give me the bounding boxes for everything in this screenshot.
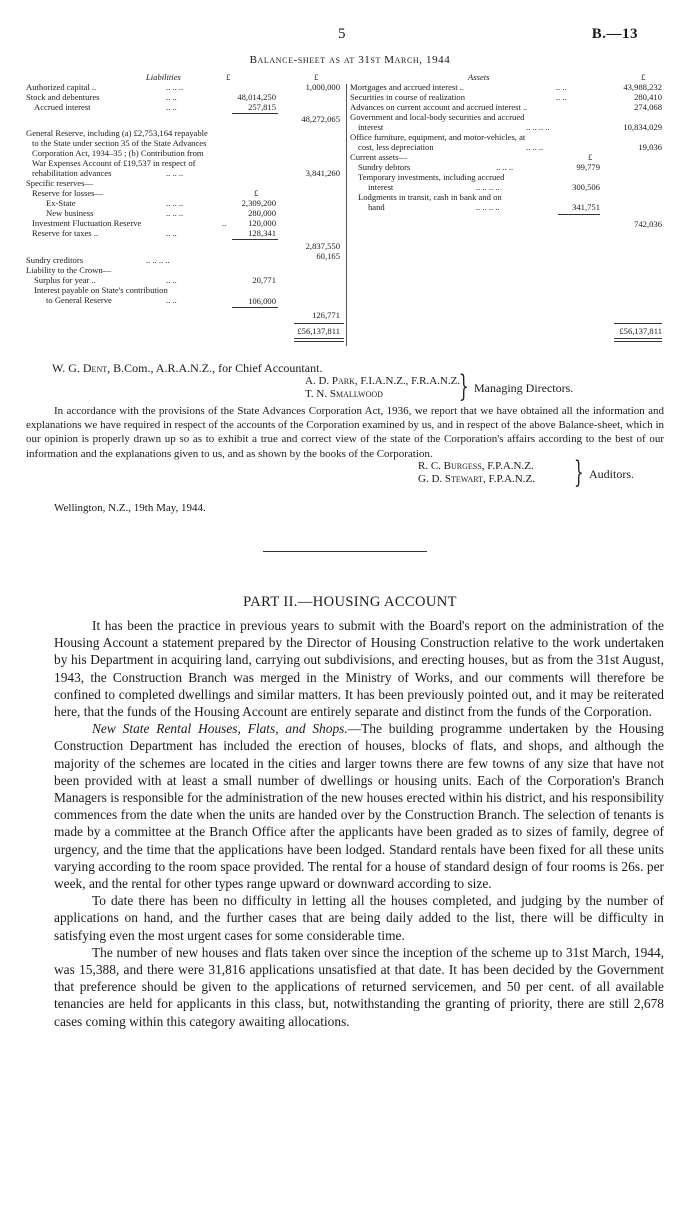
asset-sundry-debtors: Sundry debtors <box>358 162 411 172</box>
liab-crown-total: 126,771 <box>312 310 340 320</box>
asset-lodgments: Lodgments in transit, cash in bank and on <box>358 192 502 202</box>
liab-interest-payable-value: 106,000 <box>248 296 276 306</box>
subtotal-rule <box>558 214 600 215</box>
balance-sheet-title: Balance-sheet as at 31st March, 1944 <box>249 54 451 66</box>
pound-sign: £ <box>641 72 646 82</box>
md1-title: , F.I.A.N.Z., F.R.A.N.Z. <box>354 375 461 387</box>
leader-dots: .. .. .. <box>496 162 514 172</box>
liab-general-reserve-line: War Expenses Account of £19,537 in respect of <box>32 158 196 168</box>
auditor-2 <box>418 473 535 486</box>
liab-grand-total: £56,137,811 <box>297 326 340 336</box>
liab-ex-state-value: 2,309,200 <box>241 198 276 208</box>
asset-mortgages-value: 43,988,232 <box>623 82 662 92</box>
liab-ex-state: Ex-State <box>46 198 76 208</box>
section-divider <box>263 551 427 552</box>
liab-new-business: New business <box>46 208 94 218</box>
liab-interest-payable: to General Reserve <box>46 295 112 305</box>
asset-advances-value: 274,068 <box>634 102 662 112</box>
asset-advances: Advances on current account and accrued interest .. <box>350 102 528 112</box>
leader-dots: .. .. <box>556 82 567 92</box>
total-double-rule <box>294 338 344 342</box>
liab-general-reserve-value: 3,841,260 <box>305 168 340 178</box>
leader-dots: .. .. <box>166 102 177 112</box>
asset-temporary-investments-value: 300,506 <box>572 182 600 192</box>
asset-lodgments: hand <box>368 202 385 212</box>
liab-reserve-taxes: Reserve for taxes .. <box>32 228 99 238</box>
auditors-block <box>418 460 535 486</box>
leader-dots: .. .. .. .. <box>146 255 170 265</box>
asset-securities: Securities in course of realization <box>350 92 466 102</box>
managing-directors-block <box>305 375 460 401</box>
total-rule <box>614 323 662 324</box>
liab-investment-fluctuation-value: 120,000 <box>248 218 276 228</box>
leader-dots: .. .. .. <box>166 168 184 178</box>
leader-dots: .. .. .. .. <box>476 202 500 212</box>
leader-dots: .. .. .. <box>166 82 184 92</box>
managing-directors-label: Managing Directors. <box>474 381 574 395</box>
asset-government-securities: interest <box>358 122 384 132</box>
asset-grand-total: £56,137,811 <box>619 326 662 336</box>
liab-specific-total: 2,837,550 <box>305 241 340 251</box>
asset-office-furniture: cost, less depreciation <box>358 142 434 152</box>
liab-specific-reserves: Specific reserves— <box>26 178 94 188</box>
column-separator <box>346 84 347 346</box>
leader-dots: .. .. .. <box>526 142 544 152</box>
document-reference: B.—13 <box>591 26 638 42</box>
auditor-1 <box>418 460 535 473</box>
asset-current-total: 742,036 <box>634 219 662 229</box>
liab-general-reserve-line: rehabilitation advances <box>32 168 112 178</box>
liab-general-reserve-line: Corporation Act, 1934–35 ; (b) Contribution from <box>32 148 204 158</box>
auditors-label: Auditors. <box>589 467 634 481</box>
liab-reserve-taxes-value: 128,341 <box>248 228 276 238</box>
liab-reserve-losses: Reserve for losses— <box>32 188 104 198</box>
leader-dots: .. .. .. .. <box>526 122 550 132</box>
brace-glyph: } <box>459 369 469 404</box>
aud2-name: G. D. Stewart <box>418 473 483 485</box>
leader-dots: .. .. .. <box>166 208 184 218</box>
leader-dots: .. .. .. <box>166 198 184 208</box>
asset-current-assets: Current assets— <box>350 152 408 162</box>
liab-surplus: Surplus for year .. <box>34 275 96 285</box>
asset-securities-value: 280,410 <box>634 92 662 102</box>
leader-dots: .. .. <box>166 228 177 238</box>
md2-name: T. N. Smallwood <box>305 388 383 400</box>
liab-stock-debentures-value: 48,014,250 <box>237 92 276 102</box>
accountant-name: W. G. Dent <box>52 361 108 375</box>
leader-dots: .. .. .. .. <box>476 182 500 192</box>
total-double-rule <box>614 338 662 342</box>
liab-surplus-value: 20,771 <box>252 275 276 285</box>
liab-sundry-creditors: Sundry creditors <box>26 255 84 265</box>
liab-sundry-creditors-value: 60,165 <box>316 251 340 261</box>
asset-office-furniture-value: 19,036 <box>638 142 662 152</box>
brace-glyph: } <box>574 455 584 490</box>
leader-dots: .. <box>222 218 227 228</box>
paragraph <box>54 720 664 892</box>
total-rule <box>294 323 344 324</box>
liab-investment-fluctuation: Investment Fluctuation Reserve <box>32 218 142 228</box>
assets-heading: Assets <box>468 72 490 82</box>
pound-sign: £ <box>314 72 319 82</box>
pound-sign: £ <box>254 188 259 198</box>
accountant-signature <box>52 361 322 376</box>
leader-dots: .. .. <box>166 295 177 305</box>
paragraph: It has been the practice in previous years to submit with the Board's report on the administration of the Housing Account a statement prepared by the Director of Housing Construction relative to the work undertaken by his Department in acquiring land, carrying out subdivisions, and erecting houses, but as from the 31st August, 1943, the Construction Branch was merged in the Ministry of Works, and our comments will therefore be confined to completed dwellings and similar matters. It has been previously pointed out, and it may be reiterated here, that the funds of the Housing Account are entirely separate and distinct from the funds of the Corporation. <box>54 618 664 720</box>
paragraph: The number of new houses and flats taken over since the inception of the scheme up to 31st March, 1944, was 15,388, and there were 31,816 applications unsatisfied at that date. It has been decided by the Government that preference should be given to the applications of returned servicemen, and 50 per cent. of all available tenancies are held for applicants in this class, but, notwithstanding the granting of priority, there are still 2,678 cases coming within this category awaiting allocations. <box>54 944 664 1029</box>
liab-authorized-capital: Authorized capital .. <box>26 82 97 92</box>
liab-accrued-interest: Accrued interest <box>34 102 91 112</box>
managing-director-2 <box>305 388 460 401</box>
leader-dots: .. .. <box>166 275 177 285</box>
pound-sign: £ <box>226 72 231 82</box>
md1-name: A. D. Park <box>305 375 355 387</box>
liab-stock-subtotal: 48,272,065 <box>301 114 340 124</box>
liab-liability-crown: Liability to the Crown— <box>26 265 112 275</box>
part-heading: PART II.—HOUSING ACCOUNT <box>243 594 457 610</box>
asset-government-securities: Government and local-body securities and accrued <box>350 112 525 122</box>
paragraph-body: —The building programme undertaken by the Housing Construction Department has included the erection of houses, blocks of flats, and shops, and although the majority of the schemes are located in the cities and larger towns there are few towns of any size that have not been provided with at least a small number of dwellings or housing units. Each of the Corporation's Branch Managers is responsible for the administration of the new houses erected within his district, and his responsibility commences from the date when the units are handed over by the Construction Branch. The selection of tenants is made by a committee at the Branch Office after the applicants have been graded as to sizes of family, degree of urgency, and the time that the applications have been lodged. Standard rentals have been fixed for all these units varying according to the room space provided. The rental for a house of standard design of four rooms is 26s. per week, and the rental for other types range upward or downward according to size. <box>54 721 665 892</box>
liab-general-reserve-line: to the State under section 35 of the State Advances <box>32 138 207 148</box>
aud2-title: , F.P.A.N.Z. <box>482 473 535 485</box>
asset-sundry-debtors-value: 99,779 <box>576 162 600 172</box>
asset-office-furniture: Office furniture, equipment, and motor-vehicles, at <box>350 132 526 142</box>
leader-dots: .. .. <box>556 92 567 102</box>
asset-mortgages: Mortgages and accrued interest .. <box>350 82 465 92</box>
asset-government-securities-value: 10,834,029 <box>623 122 662 132</box>
managing-director-1 <box>305 375 460 388</box>
page-number: 5 <box>338 26 346 42</box>
leader-dots: .. .. <box>166 92 177 102</box>
liab-accrued-interest-value: 257,815 <box>248 102 276 112</box>
liab-authorized-capital-value: 1,000,000 <box>305 82 340 92</box>
audit-certificate: In accordance with the provisions of the State Advances Corporation Act, 1936, we report that we have obtained all the information and explanations we have required in respect of the accounts of the Corporation examined by us, and in respect of the above Balance-sheet, which in our opinion is properly drawn up so as to exhibit a true and correct view of the state of the Corporation's affairs according to the best of our information and the explanations given to us, and as shown by the books of the Corporation. <box>26 405 664 460</box>
paragraph: To date there has been no difficulty in letting all the houses completed, and judging by the number of applications on hand, and the further cases that are being daily added to the list, there will be difficulty in satisfying even the most urgent cases for some considerable time. <box>54 893 664 943</box>
asset-temporary-investments: Temporary investments, including accrued <box>358 172 505 182</box>
liabilities-heading: Liabilities <box>146 72 181 82</box>
place-date: Wellington, N.Z., 19th May, 1944. <box>54 502 206 514</box>
aud1-name: R. C. Burgess <box>418 460 482 472</box>
asset-temporary-investments: interest <box>368 182 394 192</box>
liab-interest-payable: Interest payable on State's contribution <box>34 285 168 295</box>
liab-new-business-value: 280,000 <box>248 208 276 218</box>
subtotal-rule <box>232 239 278 240</box>
subtotal-rule <box>232 307 278 308</box>
liab-stock-debentures: Stock and debentures <box>26 92 100 102</box>
paragraph-title: New State Rental Houses, Flats, and Shops. <box>92 721 348 737</box>
aud1-title: , F.P.A.N.Z. <box>481 460 534 472</box>
housing-account-text <box>54 617 664 1030</box>
pound-sign: £ <box>588 152 593 162</box>
subtotal-rule <box>232 113 278 114</box>
accountant-title: , B.Com., A.R.A.N.Z., for Chief Accountant. <box>107 361 323 375</box>
liab-general-reserve-line: General Reserve, including (a) £2,753,164 repayable <box>26 128 208 138</box>
asset-lodgments-value: 341,751 <box>572 202 600 212</box>
